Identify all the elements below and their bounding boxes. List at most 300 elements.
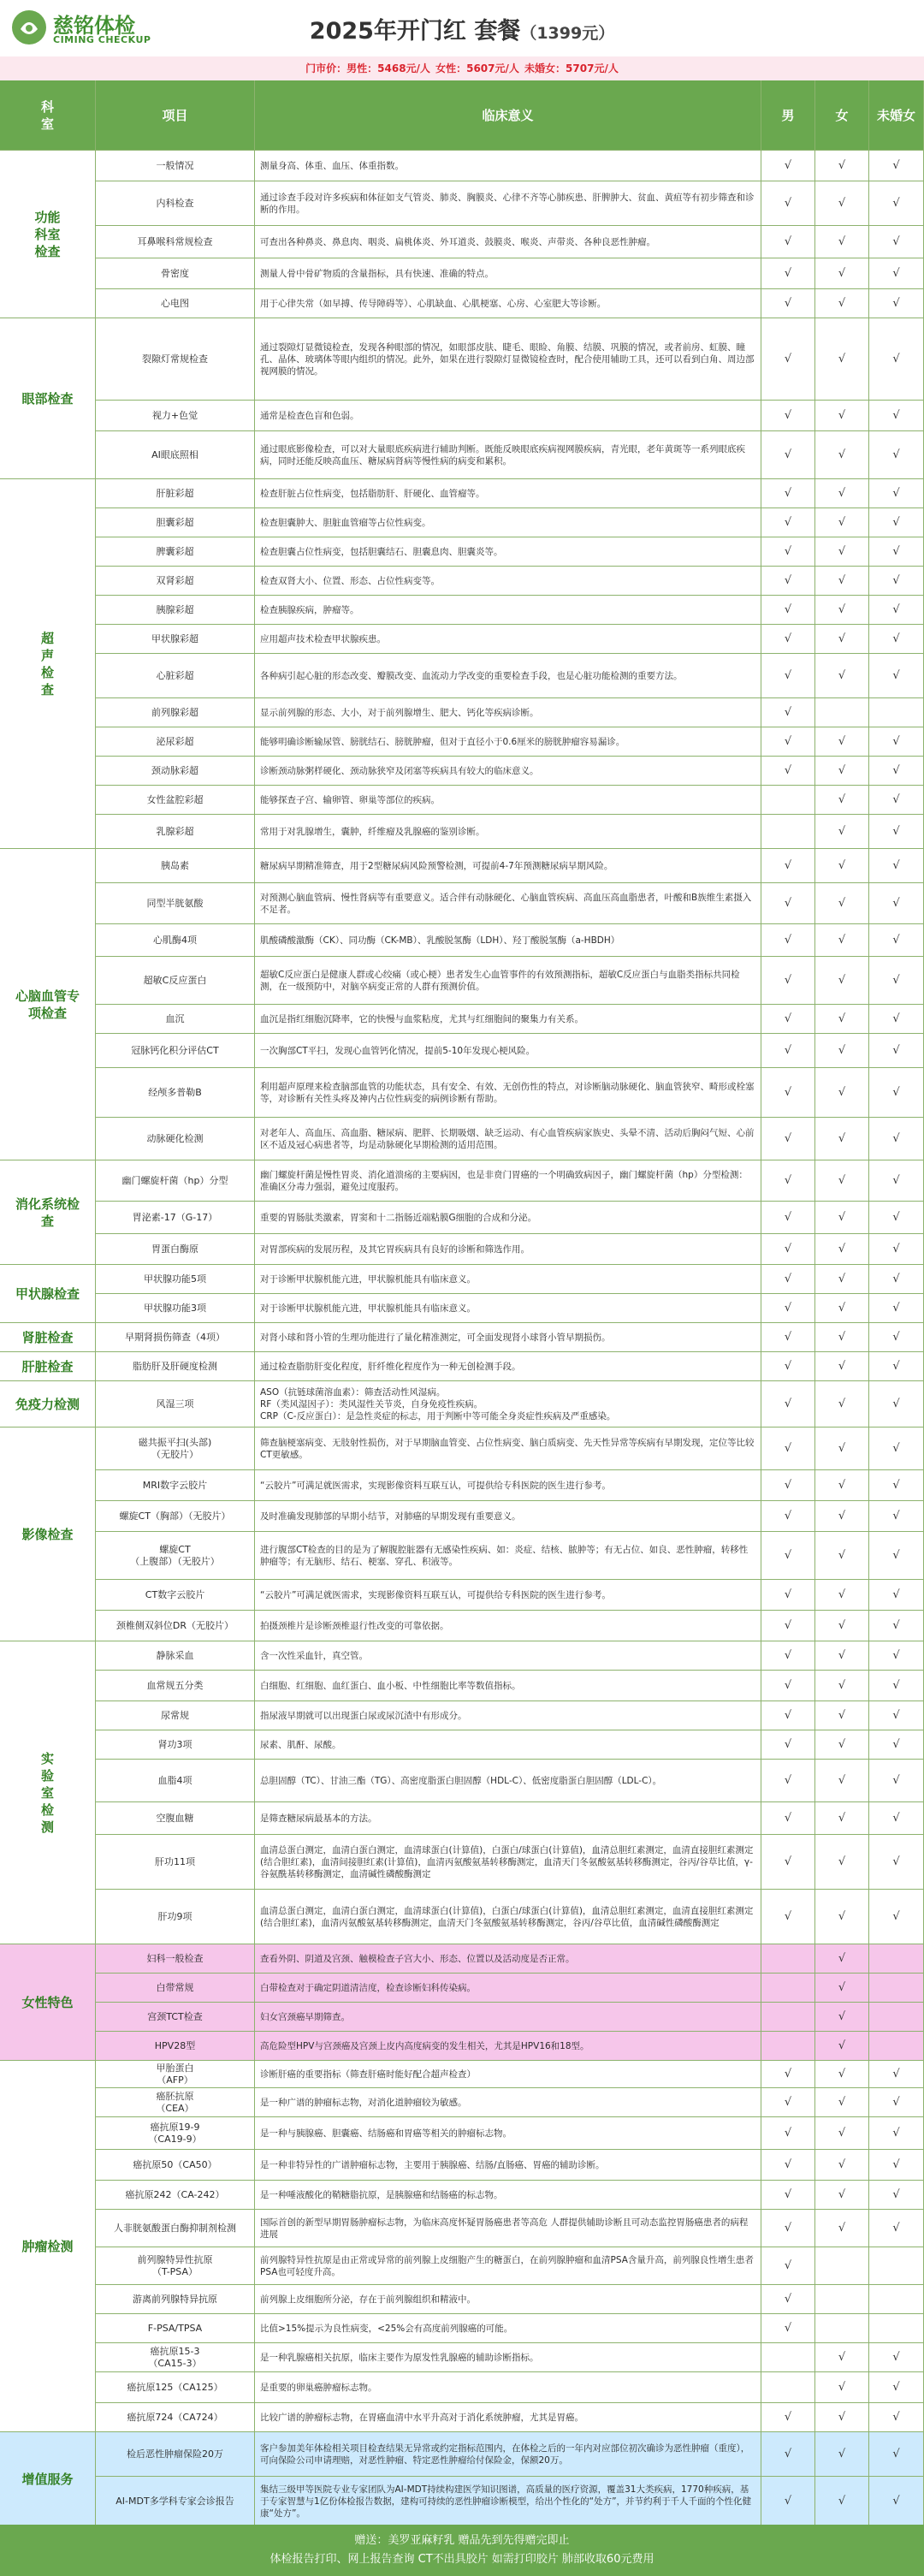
- unmarried-check-text: √: [892, 1738, 900, 1751]
- unmarried-check: [869, 1160, 924, 1202]
- unmarried-check: [869, 757, 924, 786]
- unmarried-check: [869, 1068, 924, 1118]
- item-name: [96, 1641, 255, 1671]
- item-meaning-text: 妇女宫颈癌早期筛查。: [260, 2011, 350, 2022]
- item-meaning: [255, 2247, 761, 2285]
- male-check: [761, 727, 815, 757]
- unmarried-check-text: √: [892, 545, 900, 558]
- male-check-text: √: [784, 516, 792, 529]
- item-name: [96, 2477, 255, 2526]
- male-check-text: √: [784, 1679, 792, 1692]
- item-meaning: [255, 1580, 761, 1611]
- male-check-text: √: [784, 1812, 792, 1825]
- female-check-text: √: [838, 1812, 846, 1825]
- item-meaning: [255, 181, 761, 226]
- female-check: [815, 479, 869, 508]
- unmarried-check-text: √: [892, 1273, 900, 1285]
- male-check-text: √: [784, 2127, 792, 2140]
- unmarried-check-text: √: [892, 297, 900, 310]
- female-check: [815, 1470, 869, 1501]
- male-check: [761, 431, 815, 479]
- male-check-text: √: [784, 1774, 792, 1787]
- item-name: [96, 1068, 255, 1118]
- unmarried-check: [869, 1034, 924, 1068]
- item-meaning: [255, 698, 761, 727]
- female-check: [815, 1501, 869, 1532]
- item-meaning: [255, 2181, 761, 2210]
- male-check-text: √: [784, 448, 792, 461]
- unmarried-check: [869, 1671, 924, 1701]
- unmarried-check-text: √: [892, 1479, 900, 1492]
- female-check: [815, 226, 869, 258]
- item-meaning: [255, 924, 761, 957]
- item-name-text: 螺旋CT（胸部）（无胶片）: [119, 1510, 231, 1522]
- male-check: [761, 2117, 815, 2150]
- item-name: [96, 1265, 255, 1294]
- unmarried-check-text: √: [892, 2411, 900, 2424]
- item-name: [96, 1202, 255, 1234]
- female-check: [815, 2150, 869, 2181]
- section-dept-label-text: 实 验 室 检 测: [40, 1750, 54, 1835]
- item-name: [96, 2181, 255, 2210]
- item-name-text: 颈椎侧双斜位DR（无胶片）: [116, 1619, 234, 1631]
- male-check: [761, 1470, 815, 1501]
- unmarried-check-text: √: [892, 2158, 900, 2171]
- male-check-text: √: [784, 735, 792, 748]
- unmarried-check: [869, 1532, 924, 1580]
- unmarried-check: [869, 1202, 924, 1234]
- female-check-text: √: [838, 409, 846, 422]
- item-name-text: 心脏彩超: [156, 669, 194, 681]
- female-check: [815, 1671, 869, 1701]
- item-name-text: 甲状腺彩超: [151, 632, 198, 644]
- item-name-text: 血沉: [165, 1012, 185, 1024]
- unmarried-check: [869, 2210, 924, 2247]
- female-check-text: √: [838, 974, 846, 987]
- female-check-text: √: [838, 1709, 846, 1722]
- female-check-text: √: [838, 1952, 846, 1965]
- item-meaning: [255, 2432, 761, 2477]
- item-name-text: AI眼底照相: [151, 448, 198, 460]
- item-name-text: 癌抗原19-9 （CA19-9）: [148, 2121, 202, 2145]
- item-meaning: [255, 1265, 761, 1294]
- unmarried-check: [869, 289, 924, 318]
- item-name-text: 螺旋CT （上腹部）（无胶片）: [130, 1543, 220, 1567]
- female-check-text: √: [838, 545, 846, 558]
- item-meaning-text: 血清总蛋白测定，血清白蛋白测定，血清球蛋白(计算值)，白蛋白/球蛋白(计算值)，血清总胆红素测定，血清直接胆红素测定(结合胆红素)，血清间接胆红素(计算值)，血清丙氨酸氨基转移酶测定，血清天门冬氨酸氨基转移酶测定，谷丙/谷草比值，γ-谷氨酰基转移酶测定，血清碱性磷酸酶测定: [260, 1844, 754, 1879]
- item-name-text: 宫颈TCT检查: [147, 2010, 203, 2022]
- unmarried-check-text: √: [892, 1086, 900, 1099]
- item-meaning: [255, 2314, 761, 2343]
- male-check: [761, 2150, 815, 2181]
- unmarried-check-text: √: [892, 1855, 900, 1868]
- unmarried-check: [869, 727, 924, 757]
- female-check: [815, 1381, 869, 1427]
- unmarried-check-text: √: [892, 1510, 900, 1522]
- unmarried-check: [869, 957, 924, 1005]
- unmarried-check: [869, 567, 924, 596]
- female-check-text: √: [838, 297, 846, 310]
- unmarried-check-text: √: [892, 409, 900, 422]
- item-meaning-text: 白细胞、红细胞、血红蛋白、血小板、中性细胞比率等数值指标。: [260, 1680, 521, 1691]
- item-meaning-text: 可查出各种鼻炎、鼻息肉、咽炎、扁桃体炎、外耳道炎、鼓膜炎、喉炎、声带炎、各种良恶性肿瘤。: [260, 236, 655, 247]
- male-check-text: √: [784, 2293, 792, 2306]
- female-check: [815, 2061, 869, 2088]
- item-name: [96, 1352, 255, 1381]
- female-check: [815, 2088, 869, 2117]
- item-name: [96, 2003, 255, 2032]
- item-name: [96, 698, 255, 727]
- female-check-text: √: [838, 1510, 846, 1522]
- female-check: [815, 431, 869, 479]
- item-meaning: [255, 258, 761, 289]
- item-meaning-text: 检查肝脏占位性病变，包括脂肪肝、肝硬化、血管瘤等。: [260, 488, 485, 499]
- item-name-text: 血脂4项: [157, 1774, 192, 1786]
- item-name: [96, 625, 255, 654]
- female-check: [815, 508, 869, 537]
- male-check-text: √: [784, 2158, 792, 2171]
- item-name-text: 肝脏彩超: [156, 487, 194, 499]
- unmarried-check: [869, 258, 924, 289]
- male-check: [761, 2247, 815, 2285]
- unmarried-check-text: √: [892, 632, 900, 645]
- female-check-text: √: [838, 2188, 846, 2201]
- item-name: [96, 226, 255, 258]
- male-check-text: √: [784, 2411, 792, 2424]
- item-meaning-text: 是一种广谱的肿瘤标志物，对消化道肿瘤较为敏感。: [260, 2097, 467, 2108]
- item-name: [96, 2285, 255, 2314]
- item-name: [96, 1470, 255, 1501]
- brand-name: 慈铭体检: [53, 14, 135, 38]
- female-check: [815, 1427, 869, 1470]
- item-name: [96, 1532, 255, 1580]
- male-check: [761, 1944, 815, 1974]
- female-check-text: √: [838, 574, 846, 587]
- female-check-text: √: [838, 1360, 846, 1373]
- item-meaning-text: 血清总蛋白测定，血清白蛋白测定，血清球蛋白(计算值)，白蛋白/球蛋白(计算值)，血清总胆红素测定，血清直接胆红素测定(结合胆红素)，血清丙氨酸氨基转移酶测定，血清天门冬氨酸氨基转移酶测定，谷丙/谷草比值，血清碱性磷酸酶测定: [260, 1905, 754, 1928]
- male-check: [761, 181, 815, 226]
- item-meaning-text: “云胶片”可满足就医需求，实现影像资料互联互认，可提供给专科医院的医生进行参考。: [260, 1589, 611, 1600]
- unmarried-check: [869, 537, 924, 567]
- male-check: [761, 2477, 815, 2526]
- item-name-text: CT数字云胶片: [145, 1588, 205, 1600]
- male-check-text: √: [784, 2259, 792, 2272]
- item-name: [96, 1730, 255, 1760]
- male-check-text: √: [784, 1709, 792, 1722]
- female-check: [815, 1005, 869, 1034]
- female-check: [815, 625, 869, 654]
- female-check-text: √: [838, 1398, 846, 1410]
- item-meaning: [255, 1118, 761, 1160]
- female-check-text: √: [838, 934, 846, 947]
- unmarried-check-text: √: [892, 2351, 900, 2364]
- item-name-text: 血常规五分类: [146, 1679, 204, 1691]
- item-meaning: [255, 289, 761, 318]
- male-check: [761, 1294, 815, 1323]
- female-check-text: √: [838, 2010, 846, 2023]
- male-check: [761, 1730, 815, 1760]
- male-check-text: √: [784, 603, 792, 616]
- item-meaning-text: 通过眼底影像检查，可以对大量眼底疾病进行辅助判断。既能反映眼底疾病视网膜疾病，青光眼，老年黄斑等一系列眼底疾病，同时还能反映高血压、糖尿病肾病等慢性病的病变和累积。: [260, 443, 745, 466]
- unmarried-check: [869, 1802, 924, 1835]
- item-meaning: [255, 1323, 761, 1352]
- female-check: [815, 1265, 869, 1294]
- female-check-text: √: [838, 603, 846, 616]
- item-name-text: 肝功9项: [157, 1910, 192, 1922]
- item-name: [96, 401, 255, 431]
- item-meaning-text: 总胆固醇（TC）、甘油三酯（TG）、高密度脂蛋白胆固醇（HDL-C）、低密度脂蛋白胆固醇（LDL-C）。: [260, 1775, 662, 1786]
- item-name: [96, 1611, 255, 1641]
- unmarried-check: [869, 1501, 924, 1532]
- female-check: [815, 1611, 869, 1641]
- male-check: [761, 1974, 815, 2003]
- unmarried-check: [869, 508, 924, 537]
- female-check: [815, 2003, 869, 2032]
- female-check: [815, 1202, 869, 1234]
- item-name: [96, 1802, 255, 1835]
- unmarried-check: [869, 815, 924, 849]
- item-name: [96, 883, 255, 924]
- male-check: [761, 1265, 815, 1294]
- male-check: [761, 1118, 815, 1160]
- item-meaning: [255, 1352, 761, 1381]
- female-check: [815, 2032, 869, 2061]
- item-name: [96, 289, 255, 318]
- unmarried-check: [869, 849, 924, 883]
- female-check: [815, 1323, 869, 1352]
- unmarried-check-text: √: [892, 353, 900, 365]
- section-dept-label-text: 甲状腺检查: [15, 1285, 80, 1302]
- male-check-text: √: [784, 159, 792, 172]
- item-name: [96, 537, 255, 567]
- male-check-text: √: [784, 1273, 792, 1285]
- unmarried-check-text: √: [892, 197, 900, 210]
- item-name-text: 静脉采血: [156, 1649, 194, 1661]
- item-meaning: [255, 567, 761, 596]
- item-name: [96, 654, 255, 698]
- male-check-text: √: [784, 487, 792, 500]
- male-check: [761, 883, 815, 924]
- item-meaning: [255, 508, 761, 537]
- unmarried-check: [869, 1294, 924, 1323]
- unmarried-check-text: √: [892, 1243, 900, 1255]
- item-name: [96, 151, 255, 181]
- section-dept-label-text: 肝脏检查: [21, 1358, 74, 1374]
- male-check-text: √: [784, 1012, 792, 1025]
- item-meaning: [255, 1760, 761, 1802]
- unmarried-check: [869, 1381, 924, 1427]
- item-meaning: [255, 1974, 761, 2003]
- male-check: [761, 2061, 815, 2088]
- item-name: [96, 181, 255, 226]
- unmarried-check-text: √: [892, 2222, 900, 2235]
- unmarried-check: [869, 1470, 924, 1501]
- item-meaning-text: 常用于对乳腺增生，囊肿，纤维瘤及乳腺癌的鉴别诊断。: [260, 826, 485, 837]
- item-name: [96, 1580, 255, 1611]
- item-meaning-text: 诊断颈动脉粥样硬化、颈动脉狭窄及闭塞等疾病具有较大的临床意义。: [260, 765, 539, 776]
- female-check-text: √: [838, 159, 846, 172]
- female-check: [815, 596, 869, 625]
- unmarried-check: [869, 2150, 924, 2181]
- unmarried-check: [869, 1323, 924, 1352]
- unmarried-check-text: √: [892, 2448, 900, 2460]
- male-check: [761, 1802, 815, 1835]
- male-check-text: √: [784, 1649, 792, 1662]
- unmarried-check: [869, 2032, 924, 2061]
- female-check-text: √: [838, 2158, 846, 2171]
- item-name-text: 一般情况: [156, 159, 194, 171]
- female-check-text: √: [838, 764, 846, 777]
- unmarried-check: [869, 698, 924, 727]
- female-check: [815, 2285, 869, 2314]
- male-check-text: √: [784, 2068, 792, 2080]
- unmarried-check-text: √: [892, 1442, 900, 1455]
- item-meaning-text: 对肾小球和肾小管的生理功能进行了量化精准测定，可全面发现肾小球肾小管早期损伤。: [260, 1332, 611, 1343]
- item-meaning: [255, 1532, 761, 1580]
- female-check: [815, 2247, 869, 2285]
- unmarried-check: [869, 1890, 924, 1944]
- male-check: [761, 757, 815, 786]
- male-check: [761, 2314, 815, 2343]
- item-meaning-text: 肌酸磷酸激酶（CK）、同功酶（CK-MB）、乳酸脱氢酶（LDH）、羟丁酸脱氢酶（a-HBDH）: [260, 935, 620, 946]
- unmarried-check: [869, 1611, 924, 1641]
- unmarried-check: [869, 1760, 924, 1802]
- section-dept-label: [0, 849, 96, 1160]
- unmarried-check-text: √: [892, 448, 900, 461]
- header-female-text: 女: [835, 107, 849, 123]
- item-meaning: [255, 1890, 761, 1944]
- female-check: [815, 1730, 869, 1760]
- item-meaning: [255, 596, 761, 625]
- item-meaning: [255, 2088, 761, 2117]
- male-check: [761, 2088, 815, 2117]
- female-check: [815, 1118, 869, 1160]
- item-meaning: [255, 1611, 761, 1641]
- item-name-text: 双肾彩超: [156, 574, 194, 586]
- header-item-text: 项目: [162, 107, 188, 123]
- female-check: [815, 2314, 869, 2343]
- item-name: [96, 2150, 255, 2181]
- female-check: [815, 1802, 869, 1835]
- item-name-text: 早期肾损伤筛查（4项）: [125, 1331, 225, 1343]
- male-check: [761, 1501, 815, 1532]
- unmarried-check: [869, 596, 924, 625]
- unmarried-check-text: √: [892, 2096, 900, 2109]
- female-check-text: √: [838, 1981, 846, 1994]
- item-meaning: [255, 479, 761, 508]
- male-check-text: √: [784, 1549, 792, 1562]
- unmarried-check: [869, 431, 924, 479]
- unmarried-check-text: √: [892, 516, 900, 529]
- unmarried-check-text: √: [892, 603, 900, 616]
- unmarried-check: [869, 924, 924, 957]
- item-meaning-text: 能够探查子宫、输卵管、卵巢等部位的疾病。: [260, 794, 440, 805]
- item-name-text: 癌抗原242（CA-242）: [125, 2188, 225, 2200]
- male-check: [761, 698, 815, 727]
- item-meaning-text: 集结三级甲等医院专业专家团队为AI-MDT持续构建医学知识图谱，高质量的医疗资源，覆盖31大类疾病，1770种疾病，基于专家智慧与1亿份体检报告数据，建构可持续的恶性肿瘤诊断模型，给出个性化的“处方”，并节约利于千人千面的个性化健康“处方”。: [260, 2484, 752, 2519]
- item-name: [96, 2061, 255, 2088]
- male-check-text: √: [784, 1398, 792, 1410]
- female-check: [815, 1835, 869, 1890]
- item-name-text: HPV28型: [154, 2039, 196, 2051]
- female-check: [815, 1974, 869, 2003]
- item-meaning-text: 拍摄颈椎片是诊断颈椎退行性改变的可靠依据。: [260, 1620, 449, 1631]
- item-name-text: 内科检查: [156, 197, 194, 209]
- unmarried-check-text: √: [892, 1360, 900, 1373]
- unmarried-check: [869, 2117, 924, 2150]
- unmarried-check-text: √: [892, 1302, 900, 1315]
- item-meaning: [255, 1802, 761, 1835]
- female-check-text: √: [838, 1619, 846, 1632]
- item-name: [96, 924, 255, 957]
- item-name-text: 胃蛋白酶原: [151, 1243, 198, 1255]
- item-name: [96, 757, 255, 786]
- male-check: [761, 289, 815, 318]
- item-name: [96, 1160, 255, 1202]
- section-dept-label: [0, 1641, 96, 1944]
- female-check: [815, 786, 869, 815]
- unmarried-check: [869, 2003, 924, 2032]
- item-meaning: [255, 1381, 761, 1427]
- unmarried-check: [869, 181, 924, 226]
- male-check: [761, 625, 815, 654]
- unmarried-check: [869, 1641, 924, 1671]
- item-name: [96, 1323, 255, 1352]
- female-check: [815, 1352, 869, 1381]
- item-meaning: [255, 883, 761, 924]
- female-check-text: √: [838, 1044, 846, 1057]
- section-dept-label: [0, 479, 96, 849]
- item-name-text: 幽门螺旋杆菌（hp）分型: [121, 1174, 228, 1186]
- female-check-text: √: [838, 1479, 846, 1492]
- item-meaning: [255, 2372, 761, 2403]
- unmarried-check-text: √: [892, 897, 900, 910]
- header-male: [761, 80, 815, 151]
- female-check-text: √: [838, 487, 846, 500]
- male-check-text: √: [784, 2495, 792, 2508]
- male-check: [761, 1641, 815, 1671]
- item-name: [96, 1671, 255, 1701]
- male-check: [761, 537, 815, 567]
- unmarried-check: [869, 654, 924, 698]
- female-check: [815, 849, 869, 883]
- item-meaning: [255, 2210, 761, 2247]
- male-check-text: √: [784, 1738, 792, 1751]
- item-name-text: 妇科一般检查: [146, 1952, 204, 1964]
- unmarried-check: [869, 2403, 924, 2432]
- item-meaning-text: 筛查脑梗塞病变、无肢射性损伤，对于早期脑血管变、占位性病变、脑白质病变、先天性异常等疾病有早期发现，定位等比较CT更敏感。: [260, 1437, 755, 1460]
- female-check-text: √: [838, 1855, 846, 1868]
- item-meaning-text: 是筛查糖尿病最基本的方法。: [260, 1813, 377, 1824]
- unmarried-check-text: √: [892, 159, 900, 172]
- unmarried-check-text: √: [892, 793, 900, 806]
- item-name: [96, 1005, 255, 1034]
- male-check: [761, 1323, 815, 1352]
- male-check: [761, 2432, 815, 2477]
- item-meaning-text: 利用超声原理来检查脑部血管的功能状态，具有安全、有效、无创伤性的特点，对诊断脑动脉硬化、脑血管狭窄、畸形或栓塞等，对诊断有关性头疼及神内占位性病变的病例诊断有帮助。: [260, 1081, 755, 1104]
- female-check: [815, 181, 869, 226]
- male-check: [761, 1427, 815, 1470]
- unmarried-check: [869, 1234, 924, 1265]
- male-check: [761, 226, 815, 258]
- item-meaning: [255, 727, 761, 757]
- item-name-text: 脾囊彩超: [156, 545, 194, 557]
- male-check-text: √: [784, 1331, 792, 1344]
- male-check-text: √: [784, 669, 792, 682]
- item-name-text: 耳鼻喉科常规检查: [137, 235, 213, 247]
- male-check: [761, 2403, 815, 2432]
- section-dept-label: [0, 2432, 96, 2526]
